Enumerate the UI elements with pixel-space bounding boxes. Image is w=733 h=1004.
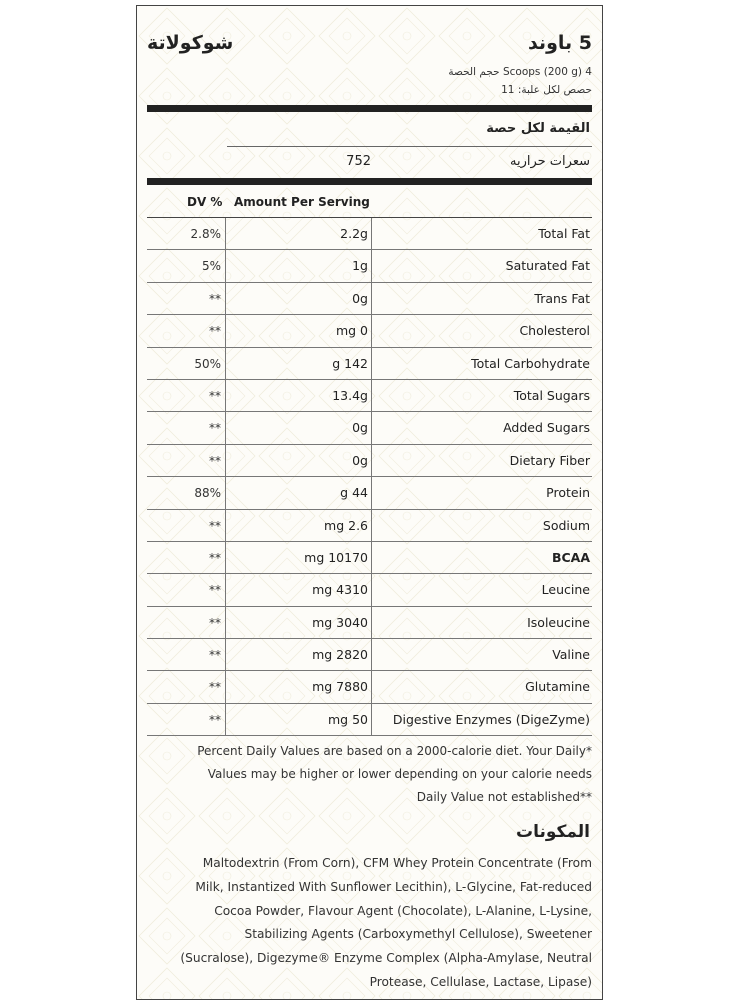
nutrient-amount: mg 10170 (227, 542, 372, 573)
nutrient-name: Saturated Fat (505, 258, 590, 274)
ingredients-title: المكونات (515, 822, 590, 842)
nutrient-amount: g 142 (227, 348, 372, 379)
nutrient-amount: 0g (227, 412, 372, 443)
nutrient-name: Protein (546, 485, 590, 501)
nutrient-row (147, 477, 592, 509)
nutrient-dv: ** (147, 283, 226, 314)
nutrient-dv: ** (147, 315, 226, 346)
ingredients-list (151, 852, 592, 995)
ingredients-line: (Sucralose), Digezyme® Enzyme Complex (Alpha-Amylase, Neutral (180, 951, 592, 966)
nutrient-amount: 1g (227, 250, 372, 281)
ingredients-line: Cocoa Powder, Flavour Agent (Chocolate), L-Alanine, L-Lysine, (214, 903, 592, 918)
nutrient-name: Total Carbohydrate (471, 355, 590, 371)
ingredients-line: Maltodextrin (From Corn), CFM Whey Protein Concentrate (From (202, 856, 592, 870)
nutrient-table (147, 218, 592, 736)
nutrient-row (147, 218, 592, 250)
nutrient-dv: ** (147, 574, 226, 605)
nutrient-name: Sodium (542, 517, 590, 533)
nutrient-dv: ** (147, 445, 226, 476)
nutrient-amount: mg 4310 (227, 574, 372, 605)
nutrient-name: Valine (552, 647, 590, 663)
nutrient-dv: ** (147, 380, 226, 411)
nutrient-amount: mg 2820 (227, 639, 372, 670)
nutrient-dv: ** (147, 607, 226, 638)
nutrient-dv: ** (147, 510, 226, 541)
nutrient-dv: 2.8% (147, 218, 226, 249)
nutrient-row (147, 639, 592, 671)
per-serving-title: القيمة لكل حصة (486, 121, 590, 136)
nutrient-name: Dietary Fiber (509, 452, 590, 468)
servings-per-container: حصص لكل علبة: 11 (501, 84, 592, 96)
nutrient-name: Total Fat (538, 226, 590, 241)
calories-label: سعرات حراريه (509, 154, 590, 169)
nutrient-name: Added Sugars (503, 420, 590, 436)
serving-size: حجم الحصة Scoops (200 g) 4 (448, 66, 592, 78)
nutrient-row (147, 542, 592, 574)
nutrient-row (147, 704, 592, 736)
nutrient-amount: mg 50 (227, 704, 372, 735)
nutrient-dv: ** (147, 639, 226, 670)
label-header (147, 32, 592, 62)
nutrient-amount: 0g (227, 445, 372, 476)
nutrient-amount: mg 0 (227, 315, 372, 346)
nutrient-row (147, 412, 592, 444)
nutrient-row (147, 283, 592, 315)
nutrient-dv: ** (147, 412, 226, 443)
nutrient-name: Digestive Enzymes (DigeZyme) (392, 711, 590, 727)
nutrition-label (136, 5, 603, 1000)
nutrient-row (147, 380, 592, 412)
nutrient-dv: ** (147, 704, 226, 735)
divider (227, 146, 592, 147)
nutrient-row (147, 671, 592, 703)
ingredients-line: Protease, Cellulase, Lactase, Lipase) (369, 974, 592, 989)
nutrient-name: Cholesterol (519, 323, 590, 339)
nutrient-dv: 50% (147, 348, 226, 379)
nutrient-amount: 2.2g (227, 218, 372, 249)
product-flavor: شوكولاتة (147, 32, 234, 54)
nutrient-row (147, 607, 592, 639)
nutrient-name: Isoleucine (527, 614, 590, 630)
nutrient-dv: ** (147, 671, 226, 702)
nutrient-name: Total Sugars (513, 387, 590, 403)
nutrient-amount: mg 2.6 (227, 510, 372, 541)
nutrient-row (147, 348, 592, 380)
nutrient-dv: 5% (147, 250, 226, 281)
nutrient-row (147, 445, 592, 477)
thick-divider (147, 178, 592, 185)
nutrient-amount: mg 7880 (227, 671, 372, 702)
nutrient-row (147, 250, 592, 282)
nutrient-amount: g 44 (227, 477, 372, 508)
nutrient-dv: 88% (147, 477, 226, 508)
footnote-line: Percent Daily Values are based on a 2000-calorie diet. Your Daily* (197, 744, 592, 758)
thick-divider (147, 105, 592, 112)
nutrient-row (147, 574, 592, 606)
calories-value: 752 (346, 154, 371, 169)
product-weight: 5 باوند (527, 32, 592, 54)
nutrient-name: Glutamine (525, 679, 590, 695)
nutrient-amount: 0g (227, 283, 372, 314)
ingredients-line: Milk, Instantized With Sunflower Lecithin), L-Glycine, Fat-reduced (195, 879, 592, 894)
nutrient-name: Leucine (541, 582, 590, 598)
nutrient-amount: mg 3040 (227, 607, 372, 638)
footnote-line: Daily Value not established** (416, 790, 592, 804)
amount-column-header: Amount Per Serving (234, 195, 370, 209)
daily-value-footnote (147, 740, 592, 809)
nutrient-name: BCAA (551, 549, 590, 565)
nutrient-row (147, 315, 592, 347)
nutrient-amount: 13.4g (227, 380, 372, 411)
nutrient-name: Trans Fat (534, 290, 590, 306)
dv-column-header: DV % (187, 195, 223, 209)
footnote-line: Values may be higher or lower depending on your calorie needs (207, 767, 592, 781)
nutrient-dv: ** (147, 542, 226, 573)
ingredients-line: Stabilizing Agents (Carboxymethyl Cellulose), Sweetener (244, 927, 592, 942)
nutrient-row (147, 510, 592, 542)
